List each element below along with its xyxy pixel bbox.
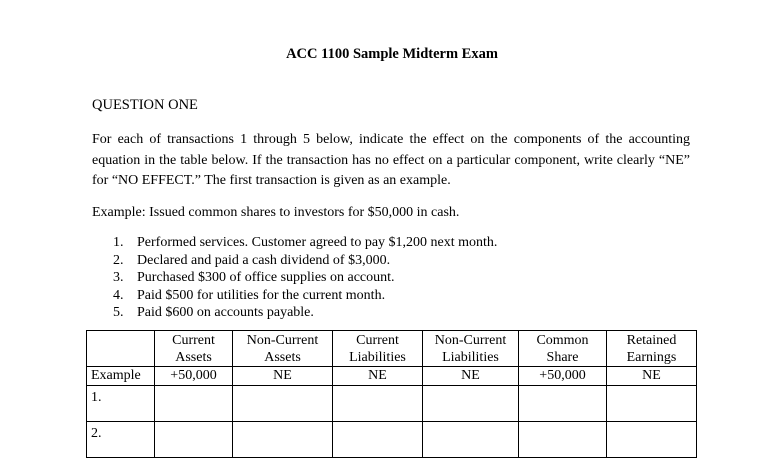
table-cell: NE — [423, 367, 519, 386]
transaction-item — [113, 252, 497, 270]
answer-cell[interactable] — [519, 422, 607, 458]
table-cell: NE — [333, 367, 423, 386]
transaction-number: 5. — [113, 305, 124, 321]
transaction-text: Paid $600 on accounts payable. — [137, 305, 314, 321]
answer-cell[interactable] — [233, 386, 333, 422]
answer-cell[interactable] — [333, 386, 423, 422]
transaction-number: 4. — [113, 287, 124, 303]
accounting-effects-table — [86, 330, 697, 458]
answer-cell[interactable] — [519, 386, 607, 422]
transaction-number: 2. — [113, 252, 124, 268]
example-description: Example: Issued common shares to investors for $50,000 in cash. — [92, 205, 460, 220]
instructions-paragraph: For each of transactions 1 through 5 below, indicate the effect on the components of the accounting equation in the table below. If the transaction has no effect on a particular component, write clearly “NE” for “NO EFFECT.” The first transaction is given as an example. — [92, 132, 690, 188]
transaction-text: Performed services. Customer agreed to pay $1,200 next month. — [137, 235, 498, 250]
answer-cell[interactable] — [155, 422, 233, 458]
table-cell: +50,000 — [519, 367, 607, 386]
transaction-text: Declared and paid a cash dividend of $3,000. — [137, 252, 391, 268]
table-header-row — [87, 331, 697, 367]
page-title: ACC 1100 Sample Midterm Exam — [286, 46, 498, 62]
answer-cell[interactable] — [155, 386, 233, 422]
row-label: Example — [87, 367, 155, 386]
header-retained-earnings: Retained Earnings — [607, 331, 697, 367]
answer-cell[interactable] — [607, 422, 697, 458]
header-current-liabilities: Current Liabilities — [333, 331, 423, 367]
transaction-item — [113, 304, 497, 322]
table-cell: +50,000 — [155, 367, 233, 386]
table-cell: NE — [233, 367, 333, 386]
table-row — [87, 422, 697, 458]
answer-cell[interactable] — [333, 422, 423, 458]
table-cell: NE — [607, 367, 697, 386]
answer-cell[interactable] — [423, 422, 519, 458]
transaction-text: Paid $500 for utilities for the current month. — [137, 287, 386, 303]
header-non-current-assets: Non-Current Assets — [233, 331, 333, 367]
transaction-item — [113, 287, 497, 305]
table-row — [87, 386, 697, 422]
table-row-example — [87, 367, 697, 386]
question-heading: QUESTION ONE — [92, 97, 198, 113]
header-corner-cell — [87, 331, 155, 367]
answer-cell[interactable] — [233, 422, 333, 458]
transaction-list — [113, 234, 497, 322]
header-common-share: Common Share — [519, 331, 607, 367]
transaction-text: Purchased $300 of office supplies on account. — [137, 270, 395, 286]
transaction-number: 3. — [113, 270, 124, 286]
answer-cell[interactable] — [607, 386, 697, 422]
row-label: 1. — [87, 386, 155, 422]
transaction-number: 1. — [113, 235, 124, 250]
row-label: 2. — [87, 422, 155, 458]
header-non-current-liabilities: Non-Current Liabilities — [423, 331, 519, 367]
header-current-assets: Current Assets — [155, 331, 233, 367]
answer-cell[interactable] — [423, 386, 519, 422]
transaction-item — [113, 269, 497, 287]
transaction-item — [113, 234, 497, 252]
